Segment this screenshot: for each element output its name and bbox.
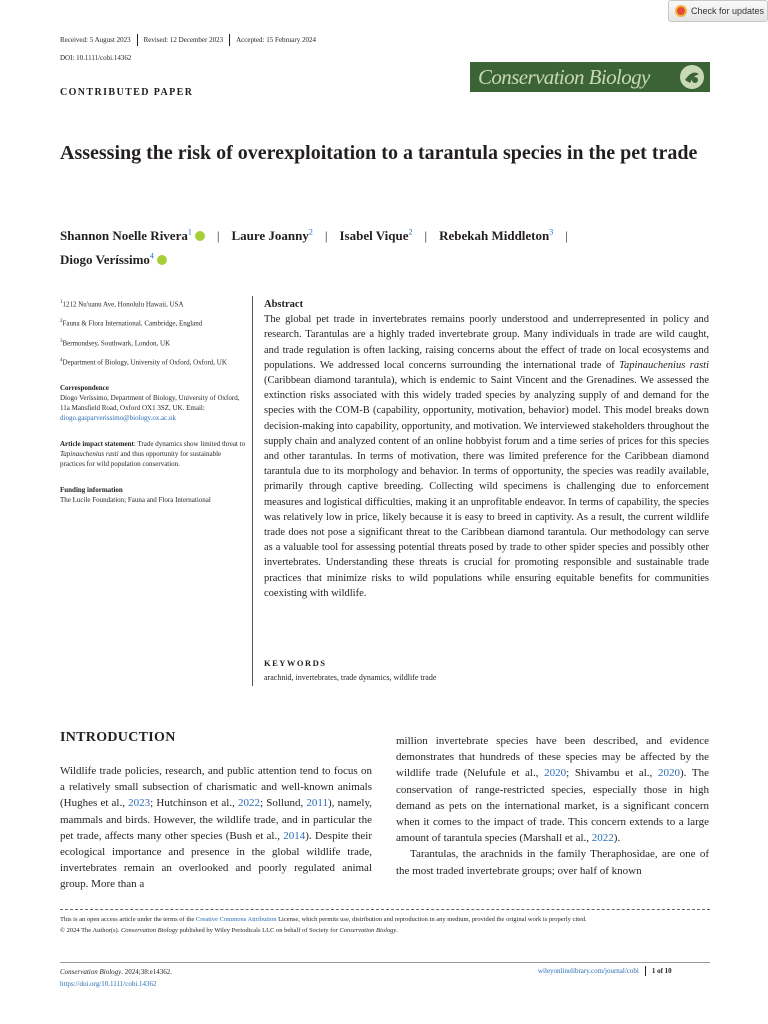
author-name[interactable]: Laure Joanny$^2$ xyxy=(231,227,313,243)
author-list: Shannon Noelle Rivera$^1$ | Laure Joanny$^2$ | Isabel Vique$^2$ | Rebekah Middleton$^3$ | Diogo Veríssimo$^4$ xyxy=(60,227,568,267)
body-column-right xyxy=(396,733,709,879)
article-doi: DOI: 10.1111/cobi.14362 xyxy=(60,54,132,62)
abstract xyxy=(264,297,709,601)
citation-link[interactable]: 2011 xyxy=(306,797,328,810)
impact-statement: Article impact statement: Trade dynamics show limited threat to Tapinauchenius rasti and thus opportunity for sustainable practices for wild population conservation. xyxy=(60,440,246,469)
article-sidebar xyxy=(60,298,246,513)
citation-link[interactable]: 2022 xyxy=(591,832,614,845)
update-badge-icon xyxy=(675,5,687,17)
footer-divider-bar xyxy=(645,966,646,976)
journal-logo-text: Conservation Biology xyxy=(478,64,650,89)
abstract-text: The global pet trade in invertebrates remains poorly understood and underrepresented in policy and research. Tarantulas are a highly traded invertebrate group. Many individuals in trade are wild caught, and trade regulation is often lacking, raising concerns about the effect of trade on local ecosystems and populations. We addressed local concerns surrounding the international trade of Tapinauchenius rasti (Caribbean diamond tarantula), which is endemic to Saint Vincent and the Grenadines. We assessed the extinction risks associated with this widely traded species by analyzing supply of and demand for the species with the COM-B (capability, opportunity, motivation, behavior) model. This model breaks down decision-making into capability, opportunity, and motivation. We interviewed stakeholders throughout the supply chain and analyzed content of an online hobbyist forum and a time series of prices for this species and other tarantulas. In terms of motivation, there was limited preference for the Caribbean diamond tarantula due to its morphology and behavior. In terms of opportunity, the species was readily available, primarily through captive breeding. Collecting wild specimens is challenging due to enforcement measures and logistical difficulties, making it an unprofitable endeavor. In terms of capability, the species was relatively low in price, likely because it is easy to breed in captivity. As a result, the current wildlife trade does not pose a significant threat to the Caribbean diamond tarantula. Our methodology can serve as a valuable tool for assessing potential threats posed by trade to other spider species and possibly other invertebrates. Understanding these threats is crucial for promoting responsible and sustainable trade practices that minimize risks to wild populations while ensuring equitable benefits for communities coexisting with wildlife. xyxy=(264,314,709,599)
citation-link[interactable]: 2023 xyxy=(128,797,151,810)
check-for-updates-button[interactable] xyxy=(668,0,768,22)
page-number: 1 of 10 xyxy=(651,967,672,975)
paragraph: million invertebrate species have been described, and evidence demonstrates that hundreds of these species may be affected by the wildlife trade (Nelufule et al., 2020; Shivambu et al., 2020). The conservation of range-restricted species, especially those in high demand as pets on the international market, is a significant concern when it comes to the impact of trade. This concern extends to a large amount of tarantula species (Marshall et al., 2022). xyxy=(396,735,709,845)
license-footnote: This is an open access article under the terms of the Creative Commons Attribution License, which permits use, distribution and reproduction in any medium, provided the original work is properly cited. © 2024 The Author(s). Conservation Biology published by Wiley Periodicals LLC on behalf of Society for Conservation Biology. xyxy=(60,916,587,934)
author-name[interactable]: Isabel Vique$^2$ xyxy=(339,227,413,243)
article-title: Assessing the risk of overexploitation to a tarantula species in the pet trade xyxy=(60,142,698,164)
keywords: arachnid, invertebrates, trade dynamics, wildlife trade xyxy=(264,673,437,682)
accepted-date: Accepted: 15 February 2024 xyxy=(236,36,316,44)
paragraph: Wildlife trade policies, research, and public attention tend to focus on a relatively small subsection of charismatic and well-known animals (Hughes et al., 2023; Hutchinson et al., 2022; Sollund, 2011), namely, mammals and birds. However, the wildlife trade, and in particular the pet trade, affects many other species (Bush et al., 2014). Despite their ecological importance and presence in the global wildlife trade, invertebrates remain an overlooked and poorly regulated animal group. More than a xyxy=(60,765,372,891)
received-date: Received: 5 August 2023 xyxy=(60,36,131,44)
citation-link[interactable]: 2020 xyxy=(657,767,680,780)
affiliation: $^1$1212 Nu'uanu Ave, Honolulu Hawaii, USA xyxy=(60,300,184,309)
orcid-icon[interactable] xyxy=(195,231,205,241)
journal-site-link[interactable]: wileyonlinelibrary.com/journal/cobi xyxy=(538,967,639,975)
affiliation: $^2$Fauna & Flora International, Cambridge, England xyxy=(60,319,203,328)
introduction-heading: INTRODUCTION xyxy=(60,730,176,745)
journal-emblem-icon xyxy=(680,65,704,89)
author-name[interactable]: Shannon Noelle Rivera$^1$ xyxy=(60,228,205,243)
affiliation: $^4$Department of Biology, University of Oxford, Oxford, UK xyxy=(60,357,227,367)
footnote-divider xyxy=(60,909,710,910)
correspondence-label: Correspondence xyxy=(60,384,109,393)
footer-divider xyxy=(60,962,710,963)
funding-info: Funding information The Lucile Foundation; Fauna and Flora International xyxy=(60,486,211,505)
citation-link[interactable]: 2022 xyxy=(238,797,261,810)
footer-page-info xyxy=(538,966,672,976)
check-for-updates-label: Check for updates xyxy=(691,6,765,16)
date-divider xyxy=(229,34,230,46)
journal-logo xyxy=(470,62,710,92)
footer-citation: Conservation Biology. 2024;38:e14362. https://doi.org/10.1111/cobi.14362 xyxy=(60,968,172,988)
date-divider xyxy=(137,34,138,46)
revised-date: Revised: 12 December 2023 xyxy=(143,36,224,44)
abstract-rule xyxy=(252,296,253,686)
body-column-left xyxy=(60,763,372,893)
paragraph: Tarantulas, the arachnids in the family Theraphosidae, are one of the most traded invertebrate groups; over half of known xyxy=(396,848,709,877)
license-link[interactable]: Creative Commons Attribution xyxy=(195,916,277,923)
section-label: CONTRIBUTED PAPER xyxy=(60,87,194,98)
abstract-heading: Abstract xyxy=(264,299,304,310)
article-dates xyxy=(60,34,316,46)
citation-link[interactable]: 2020 xyxy=(544,767,567,780)
correspondence-email[interactable]: diogo.gasparverissimo@biology.ox.ac.uk xyxy=(60,414,177,423)
author-name[interactable]: Rebekah Middleton$^3$ xyxy=(439,227,554,243)
author-name[interactable]: Diogo Veríssimo$^4$ xyxy=(60,252,167,267)
affiliation: $^3$Bermondsey, Southwark, London, UK xyxy=(60,338,171,347)
citation-link[interactable]: 2014 xyxy=(283,829,306,842)
doi-link[interactable]: https://doi.org/10.1111/cobi.14362 xyxy=(60,980,157,988)
keywords-heading: KEYWORDS xyxy=(264,658,327,668)
orcid-icon[interactable] xyxy=(157,255,167,265)
correspondence: Correspondence Diogo Veríssimo, Department of Biology, University of Oxford, 11a Mansfield Road, Oxford OX1 3SZ, UK. Email: diogo.gasparverissimo@biology.ox.ac.uk xyxy=(60,384,240,423)
